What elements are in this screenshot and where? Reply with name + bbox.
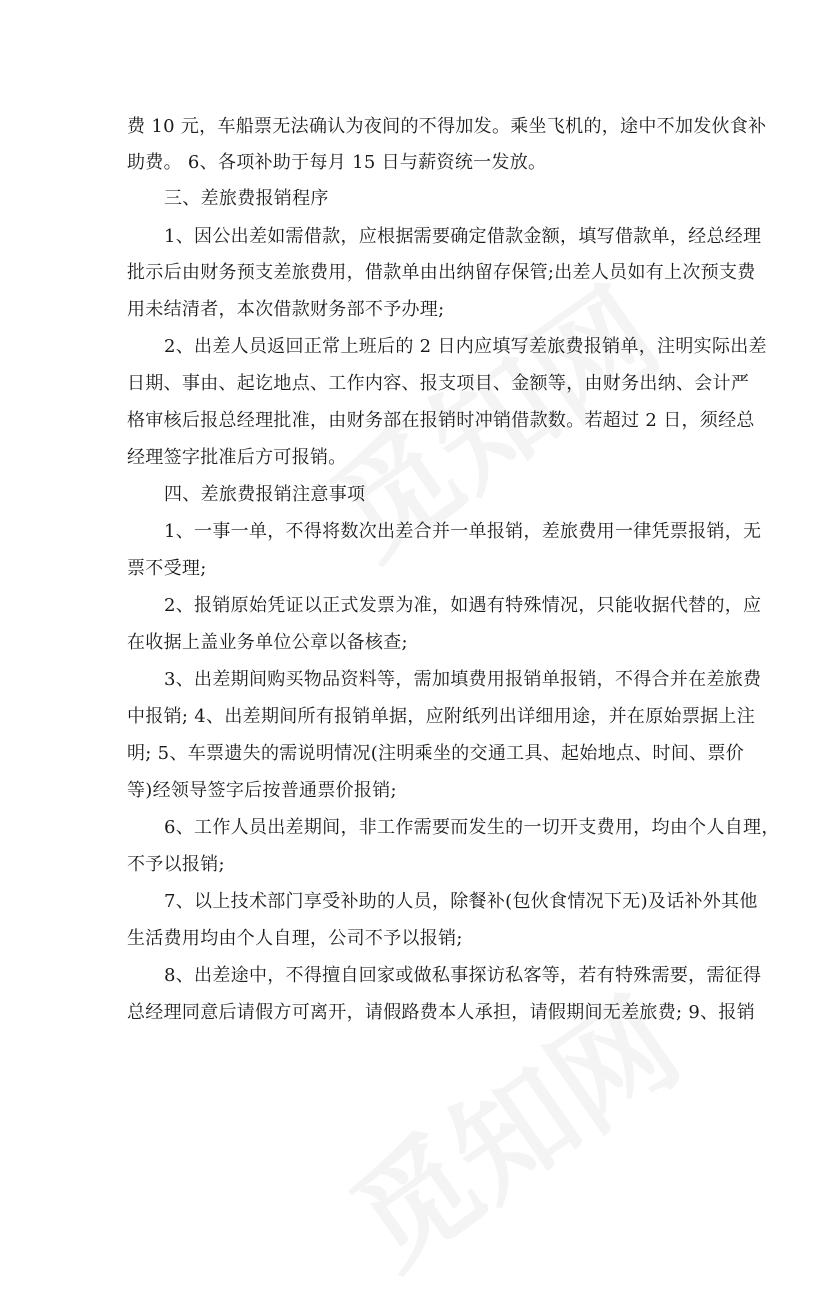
- text-line: 格审核后报总经理批准，由财务部在报销时冲销借款数。若超过 2 日，须经总: [127, 410, 755, 431]
- text-line: 2、出差人员返回正常上班后的 2 日内应填写差旅费报销单，注明实际出差: [164, 336, 767, 357]
- text-line: 票不受理;: [127, 558, 207, 579]
- text-line: 在收据上盖业务单位公章以备核查;: [127, 632, 408, 653]
- text-line: 用未结清者，本次借款财务部不予办理;: [127, 299, 445, 320]
- text-line: 费 10 元，车船票无法确认为夜间的不得加发。乘坐飞机的，途中不加发伙食补: [127, 116, 767, 137]
- text-line: 总经理同意后请假方可离开，请假路费本人承担，请假期间无差旅费; 9、报销: [127, 1002, 756, 1023]
- text-line: 1、因公出差如需借款，应根据需要确定借款金额，填写借款单，经总经理: [164, 226, 762, 247]
- text-line: 3、出差期间购买物品资料等，需加填费用报销单报销，不得合并在差旅费: [164, 669, 762, 690]
- text-line: 等)经领导签字后按普通票价报销;: [127, 780, 397, 801]
- text-line: 6、工作人员出差期间，非工作需要而发生的一切开支费用，均由个人自理，: [164, 817, 780, 838]
- text-line: 1、一事一单，不得将数次出差合并一单报销，差旅费用一律凭票报销，无: [164, 521, 762, 542]
- text-line: 日期、事由、起讫地点、工作内容、报支项目、金额等，由财务出纳、会计严: [127, 373, 750, 394]
- text-line: 7、以上技术部门享受补助的人员，除餐补(包伙食情况下无)及话补外其他: [164, 891, 758, 912]
- text-line: 助费。 6、各项补助于每月 15 日与薪资统一发放。: [127, 152, 547, 173]
- text-line: 明; 5、车票遗失的需说明情况(注明乘坐的交通工具、起始地点、时间、票价: [127, 743, 745, 764]
- section-heading: 三、差旅费报销程序: [164, 188, 329, 209]
- text-line: 经理签字批准后方可报销。: [127, 447, 347, 468]
- text-line: 中报销; 4、出差期间所有报销单据，应附纸列出详细用途，并在原始票据上注: [127, 706, 756, 727]
- section-heading: 四、差旅费报销注意事项: [164, 484, 366, 505]
- text-line: 批示后由财务预支差旅费用，借款单由出纳留存保管;出差人员如有上次预支费: [127, 262, 756, 283]
- text-line: 不予以报销;: [127, 854, 225, 875]
- text-line: 2、报销原始凭证以正式发票为准，如遇有特殊情况，只能收据代替的，应: [164, 595, 762, 616]
- text-line: 8、出差途中，不得擅自回家或做私事探访私客等，若有特殊需要，需征得: [164, 965, 762, 986]
- text-line: 生活费用均由个人自理，公司不予以报销;: [127, 928, 463, 949]
